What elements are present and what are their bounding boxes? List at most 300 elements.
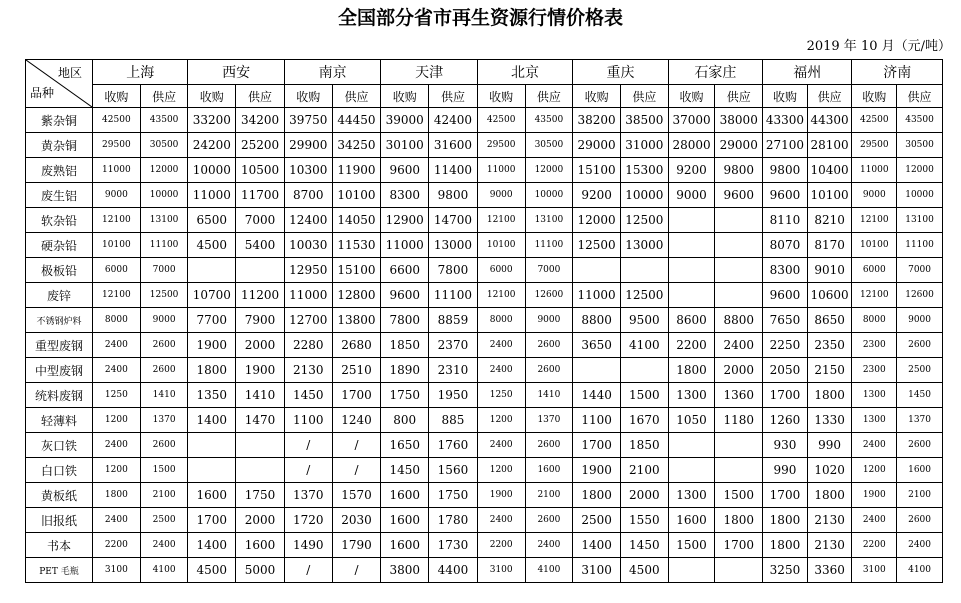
sell-price-cell: 885: [429, 408, 478, 433]
table-row: [26, 483, 943, 508]
sell-price-cell: 10400: [807, 158, 852, 183]
table-row: [26, 358, 943, 383]
sell-price-cell: 1450: [620, 533, 668, 558]
buy-price-cell: 10000: [188, 158, 236, 183]
buy-price-cell: 6600: [381, 258, 429, 283]
sell-price-cell: 9010: [807, 258, 852, 283]
buy-price-cell: 3100: [93, 558, 141, 583]
sell-price-cell: 2370: [429, 333, 478, 358]
sell-price-cell: 8800: [715, 308, 763, 333]
buy-price-cell: [668, 258, 715, 283]
buy-price-cell: 1300: [668, 383, 715, 408]
buy-price-cell: 8000: [852, 308, 897, 333]
sell-price-cell: 12500: [620, 208, 668, 233]
sell-price-cell: 1900: [236, 358, 285, 383]
sell-price-cell: 14700: [429, 208, 478, 233]
buy-price-cell: 1650: [381, 433, 429, 458]
sell-price-cell: 9500: [620, 308, 668, 333]
sell-price-cell: 43500: [140, 108, 188, 133]
city-header: 北京: [477, 60, 572, 85]
corner-region-label: 地区: [58, 66, 83, 80]
sell-price-cell: 30500: [525, 133, 573, 158]
buy-price-cell: 11000: [188, 183, 236, 208]
sell-price-cell: 9000: [525, 308, 573, 333]
buy-price-cell: 30100: [381, 133, 429, 158]
buy-price-cell: 1450: [381, 458, 429, 483]
table-row: [26, 433, 943, 458]
sell-price-cell: 1790: [332, 533, 381, 558]
sell-price-header: 供应: [620, 85, 668, 108]
sell-price-cell: 10600: [807, 283, 852, 308]
buy-price-cell: 11000: [381, 233, 429, 258]
buy-price-cell: 1200: [93, 458, 141, 483]
buy-price-cell: 9600: [381, 283, 429, 308]
sell-price-cell: 12000: [525, 158, 573, 183]
sell-price-cell: 1800: [807, 483, 852, 508]
sell-price-cell: 2600: [140, 333, 188, 358]
table-row: [26, 108, 943, 133]
city-header: 天津: [381, 60, 477, 85]
sell-price-cell: 10000: [525, 183, 573, 208]
sell-price-cell: 1600: [525, 458, 573, 483]
sell-price-cell: 10500: [236, 158, 285, 183]
sell-price-cell: 1700: [715, 533, 763, 558]
sell-price-cell: 7000: [140, 258, 188, 283]
buy-price-cell: 1600: [188, 483, 236, 508]
table-row: [26, 158, 943, 183]
buy-price-cell: 2400: [93, 508, 141, 533]
buy-price-cell: 29000: [573, 133, 621, 158]
sell-price-header: 供应: [525, 85, 573, 108]
buy-price-cell: 1100: [284, 408, 332, 433]
buy-price-header: 收购: [188, 85, 236, 108]
buy-price-cell: 42500: [477, 108, 525, 133]
sell-price-cell: /: [332, 558, 381, 583]
buy-price-cell: 12900: [381, 208, 429, 233]
sell-price-cell: 12500: [620, 283, 668, 308]
buy-price-cell: 9000: [852, 183, 897, 208]
table-row: [26, 408, 943, 433]
table-row: [26, 383, 943, 408]
sell-price-cell: 11100: [897, 233, 943, 258]
buy-price-cell: 3250: [763, 558, 808, 583]
sell-price-cell: 1730: [429, 533, 478, 558]
sell-price-cell: 13000: [620, 233, 668, 258]
sell-price-cell: 1180: [715, 408, 763, 433]
city-header-row: [26, 60, 943, 85]
buy-price-cell: 1900: [573, 458, 621, 483]
buy-price-cell: 9000: [477, 183, 525, 208]
item-name-cell: 不锈钢炉料: [26, 308, 93, 333]
sell-price-cell: 1240: [332, 408, 381, 433]
buy-price-cell: 9600: [381, 158, 429, 183]
buy-price-cell: 38200: [573, 108, 621, 133]
sell-price-cell: 1570: [332, 483, 381, 508]
sell-price-cell: 2600: [140, 358, 188, 383]
buy-price-cell: 2400: [477, 333, 525, 358]
sell-price-cell: 8859: [429, 308, 478, 333]
sell-price-cell: 1500: [140, 458, 188, 483]
buy-price-cell: 2400: [852, 508, 897, 533]
city-header: 重庆: [573, 60, 668, 85]
sell-price-cell: 12600: [525, 283, 573, 308]
item-name-cell: 书本: [26, 533, 93, 558]
buy-price-cell: 11000: [573, 283, 621, 308]
buy-price-cell: 8300: [763, 258, 808, 283]
sell-price-cell: 2000: [236, 508, 285, 533]
table-row: [26, 333, 943, 358]
city-header: 西安: [188, 60, 284, 85]
buy-price-cell: 1200: [852, 458, 897, 483]
buy-price-cell: 9000: [93, 183, 141, 208]
table-row: [26, 208, 943, 233]
sell-price-cell: 2400: [715, 333, 763, 358]
sell-price-cell: 8650: [807, 308, 852, 333]
sell-price-cell: 1410: [140, 383, 188, 408]
city-header: 上海: [93, 60, 188, 85]
buy-price-cell: 1440: [573, 383, 621, 408]
buy-price-cell: 11000: [477, 158, 525, 183]
sell-price-cell: 4400: [429, 558, 478, 583]
buy-price-cell: 6000: [93, 258, 141, 283]
table-row: [26, 508, 943, 533]
sub-header-row: [26, 85, 943, 108]
buy-price-cell: 10700: [188, 283, 236, 308]
sell-price-cell: 10100: [332, 183, 381, 208]
buy-price-cell: [668, 208, 715, 233]
buy-price-cell: 1100: [573, 408, 621, 433]
buy-price-cell: 10300: [284, 158, 332, 183]
city-header: 石家庄: [668, 60, 762, 85]
buy-price-cell: 39000: [381, 108, 429, 133]
buy-price-cell: 7650: [763, 308, 808, 333]
buy-price-cell: 1300: [852, 383, 897, 408]
sell-price-cell: 11530: [332, 233, 381, 258]
sell-price-cell: 38000: [715, 108, 763, 133]
sell-price-cell: 7000: [897, 258, 943, 283]
table-row: [26, 458, 943, 483]
sell-price-cell: [715, 558, 763, 583]
sell-price-cell: 2600: [525, 433, 573, 458]
buy-price-cell: 1800: [188, 358, 236, 383]
buy-price-cell: 3800: [381, 558, 429, 583]
sell-price-cell: 1370: [525, 408, 573, 433]
buy-price-cell: 1200: [477, 408, 525, 433]
sell-price-cell: 2400: [525, 533, 573, 558]
sell-price-cell: 13000: [429, 233, 478, 258]
sell-price-cell: 2130: [807, 533, 852, 558]
sell-price-cell: 1950: [429, 383, 478, 408]
sell-price-cell: 44450: [332, 108, 381, 133]
sell-price-cell: 30500: [897, 133, 943, 158]
buy-price-cell: 29500: [477, 133, 525, 158]
buy-price-cell: 29900: [284, 133, 332, 158]
sell-price-cell: 43500: [525, 108, 573, 133]
buy-price-cell: 29500: [852, 133, 897, 158]
table-row: [26, 258, 943, 283]
sell-price-cell: 9800: [715, 158, 763, 183]
sell-price-cell: 2500: [140, 508, 188, 533]
table-row: [26, 283, 943, 308]
buy-price-cell: 42500: [93, 108, 141, 133]
sell-price-header: 供应: [715, 85, 763, 108]
date-unit-note: 2019 年 10 月（元/吨）: [806, 39, 951, 54]
sell-price-cell: 1370: [897, 408, 943, 433]
sell-price-cell: 2100: [525, 483, 573, 508]
sell-price-cell: 1020: [807, 458, 852, 483]
buy-price-cell: 9000: [668, 183, 715, 208]
sell-price-cell: 10100: [807, 183, 852, 208]
sell-price-cell: 10000: [140, 183, 188, 208]
buy-price-cell: 12950: [284, 258, 332, 283]
sell-price-cell: [715, 283, 763, 308]
item-name-cell: 中型废钢: [26, 358, 93, 383]
buy-price-cell: 2280: [284, 333, 332, 358]
buy-price-cell: [573, 258, 621, 283]
sell-price-cell: 1750: [429, 483, 478, 508]
buy-price-cell: 8070: [763, 233, 808, 258]
buy-price-cell: 1450: [284, 383, 332, 408]
buy-price-header: 收购: [381, 85, 429, 108]
buy-price-cell: 1600: [381, 483, 429, 508]
sell-price-cell: 42400: [429, 108, 478, 133]
buy-price-cell: 1600: [381, 533, 429, 558]
corner-item-label: 品种: [30, 86, 55, 100]
sell-price-cell: [715, 258, 763, 283]
buy-price-cell: 1200: [93, 408, 141, 433]
sell-price-cell: 1560: [429, 458, 478, 483]
item-name-cell: PET 毛瓶: [26, 558, 93, 583]
buy-price-cell: 3650: [573, 333, 621, 358]
buy-price-header: 收购: [93, 85, 141, 108]
sell-price-cell: [236, 433, 285, 458]
buy-price-cell: 1600: [668, 508, 715, 533]
buy-price-cell: 930: [763, 433, 808, 458]
buy-price-cell: 2300: [852, 358, 897, 383]
sell-price-cell: 2500: [897, 358, 943, 383]
buy-price-cell: 1600: [381, 508, 429, 533]
item-name-cell: 重型废钢: [26, 333, 93, 358]
buy-price-header: 收购: [284, 85, 332, 108]
sell-price-cell: 38500: [620, 108, 668, 133]
sell-price-cell: 990: [807, 433, 852, 458]
buy-price-cell: 8110: [763, 208, 808, 233]
buy-price-cell: 9600: [763, 283, 808, 308]
sell-price-cell: 2130: [807, 508, 852, 533]
sell-price-cell: [715, 458, 763, 483]
sell-price-cell: 11700: [236, 183, 285, 208]
buy-price-cell: 2400: [93, 358, 141, 383]
table-row: [26, 533, 943, 558]
sell-price-cell: 1800: [807, 383, 852, 408]
sell-price-header: 供应: [807, 85, 852, 108]
sell-price-cell: 11100: [525, 233, 573, 258]
buy-price-cell: 1700: [573, 433, 621, 458]
sell-price-cell: 7000: [525, 258, 573, 283]
sell-price-cell: 44300: [807, 108, 852, 133]
sell-price-cell: 1450: [897, 383, 943, 408]
buy-price-cell: 2200: [668, 333, 715, 358]
sell-price-cell: 2600: [525, 508, 573, 533]
page-title: 全国部分省市再生资源行情价格表: [337, 7, 623, 29]
buy-price-cell: 29500: [93, 133, 141, 158]
sell-price-cell: 1370: [140, 408, 188, 433]
item-name-cell: 紫杂铜: [26, 108, 93, 133]
sell-price-cell: 1760: [429, 433, 478, 458]
buy-price-cell: 1370: [284, 483, 332, 508]
sell-price-cell: 1670: [620, 408, 668, 433]
sell-price-cell: 9000: [897, 308, 943, 333]
buy-price-cell: 10100: [477, 233, 525, 258]
corner-cell: [26, 60, 93, 108]
buy-price-cell: 3100: [573, 558, 621, 583]
buy-price-cell: 10100: [93, 233, 141, 258]
item-name-cell: 硬杂铅: [26, 233, 93, 258]
buy-price-cell: 27100: [763, 133, 808, 158]
buy-price-cell: 1260: [763, 408, 808, 433]
sell-price-cell: 13800: [332, 308, 381, 333]
sell-price-cell: 9000: [140, 308, 188, 333]
buy-price-cell: 1900: [852, 483, 897, 508]
sell-price-cell: 9800: [429, 183, 478, 208]
buy-price-cell: 1500: [668, 533, 715, 558]
buy-price-cell: 2500: [573, 508, 621, 533]
buy-price-cell: 2400: [93, 433, 141, 458]
sell-price-cell: 31600: [429, 133, 478, 158]
buy-price-cell: 990: [763, 458, 808, 483]
buy-price-cell: 37000: [668, 108, 715, 133]
buy-price-cell: 12100: [477, 283, 525, 308]
sell-price-cell: 2600: [140, 433, 188, 458]
buy-price-cell: 3100: [852, 558, 897, 583]
sell-price-header: 供应: [236, 85, 285, 108]
buy-price-cell: 1050: [668, 408, 715, 433]
buy-price-cell: 8300: [381, 183, 429, 208]
sell-price-cell: 12600: [897, 283, 943, 308]
buy-price-cell: /: [284, 433, 332, 458]
sell-price-cell: [715, 233, 763, 258]
sell-price-cell: 13100: [140, 208, 188, 233]
buy-price-cell: 12100: [93, 208, 141, 233]
sell-price-cell: 2510: [332, 358, 381, 383]
buy-price-cell: 1800: [668, 358, 715, 383]
sell-price-cell: 1750: [236, 483, 285, 508]
buy-price-cell: 12500: [573, 233, 621, 258]
buy-price-cell: [188, 258, 236, 283]
sell-price-cell: 2600: [897, 433, 943, 458]
sell-price-cell: 1330: [807, 408, 852, 433]
buy-price-cell: 42500: [852, 108, 897, 133]
buy-price-cell: 9200: [668, 158, 715, 183]
sell-price-cell: 4100: [897, 558, 943, 583]
sell-price-cell: 11100: [140, 233, 188, 258]
table-body: [26, 108, 943, 583]
sell-price-cell: 2600: [897, 508, 943, 533]
sell-price-cell: 2400: [140, 533, 188, 558]
sell-price-cell: 10000: [620, 183, 668, 208]
buy-price-cell: 43300: [763, 108, 808, 133]
item-name-cell: 软杂铅: [26, 208, 93, 233]
table-row: [26, 233, 943, 258]
buy-price-cell: 12400: [284, 208, 332, 233]
buy-price-cell: 10030: [284, 233, 332, 258]
buy-price-cell: 8000: [477, 308, 525, 333]
buy-price-cell: [188, 458, 236, 483]
sell-price-cell: 8210: [807, 208, 852, 233]
sell-price-cell: /: [332, 433, 381, 458]
buy-price-cell: 1400: [188, 533, 236, 558]
buy-price-cell: 1900: [477, 483, 525, 508]
item-name-cell: 灰口铁: [26, 433, 93, 458]
buy-price-cell: 15100: [573, 158, 621, 183]
sell-price-cell: 5400: [236, 233, 285, 258]
sell-price-cell: 1800: [715, 508, 763, 533]
sell-price-cell: [715, 208, 763, 233]
sell-price-cell: 7000: [236, 208, 285, 233]
buy-price-cell: 10100: [852, 233, 897, 258]
buy-price-cell: 8000: [93, 308, 141, 333]
buy-price-cell: 4500: [188, 233, 236, 258]
buy-price-cell: 2200: [93, 533, 141, 558]
sell-price-cell: 1850: [620, 433, 668, 458]
buy-price-cell: [573, 358, 621, 383]
buy-price-cell: 1200: [477, 458, 525, 483]
buy-price-cell: 1890: [381, 358, 429, 383]
sell-price-cell: 1700: [332, 383, 381, 408]
sell-price-cell: 29000: [715, 133, 763, 158]
sell-price-cell: 4500: [620, 558, 668, 583]
buy-price-cell: 800: [381, 408, 429, 433]
buy-price-cell: 11000: [284, 283, 332, 308]
sell-price-cell: 1550: [620, 508, 668, 533]
buy-price-cell: 2400: [477, 433, 525, 458]
buy-price-cell: 2200: [477, 533, 525, 558]
buy-price-cell: 2400: [93, 333, 141, 358]
sell-price-cell: 2100: [897, 483, 943, 508]
buy-price-cell: 1400: [188, 408, 236, 433]
buy-price-cell: 6500: [188, 208, 236, 233]
sell-price-cell: 2680: [332, 333, 381, 358]
buy-price-cell: 1700: [188, 508, 236, 533]
sell-price-cell: 7800: [429, 258, 478, 283]
buy-price-cell: 2400: [477, 358, 525, 383]
buy-price-cell: /: [284, 558, 332, 583]
price-table: [25, 59, 943, 583]
buy-price-cell: 7700: [188, 308, 236, 333]
buy-price-cell: 8800: [573, 308, 621, 333]
sell-price-cell: 25200: [236, 133, 285, 158]
buy-price-cell: 2400: [477, 508, 525, 533]
sell-price-cell: 12800: [332, 283, 381, 308]
item-name-cell: 旧报纸: [26, 508, 93, 533]
buy-price-cell: 12000: [573, 208, 621, 233]
sell-price-cell: 2000: [620, 483, 668, 508]
sell-price-cell: 30500: [140, 133, 188, 158]
sell-price-cell: 7900: [236, 308, 285, 333]
sell-price-cell: 2000: [715, 358, 763, 383]
buy-price-cell: 2400: [852, 433, 897, 458]
item-name-cell: 废锌: [26, 283, 93, 308]
buy-price-header: 收购: [668, 85, 715, 108]
sell-price-cell: /: [332, 458, 381, 483]
sell-price-cell: 4100: [620, 333, 668, 358]
buy-price-cell: 24200: [188, 133, 236, 158]
buy-price-cell: 2050: [763, 358, 808, 383]
buy-price-cell: 2250: [763, 333, 808, 358]
sell-price-cell: 1360: [715, 383, 763, 408]
sell-price-cell: 15300: [620, 158, 668, 183]
buy-price-cell: 39750: [284, 108, 332, 133]
